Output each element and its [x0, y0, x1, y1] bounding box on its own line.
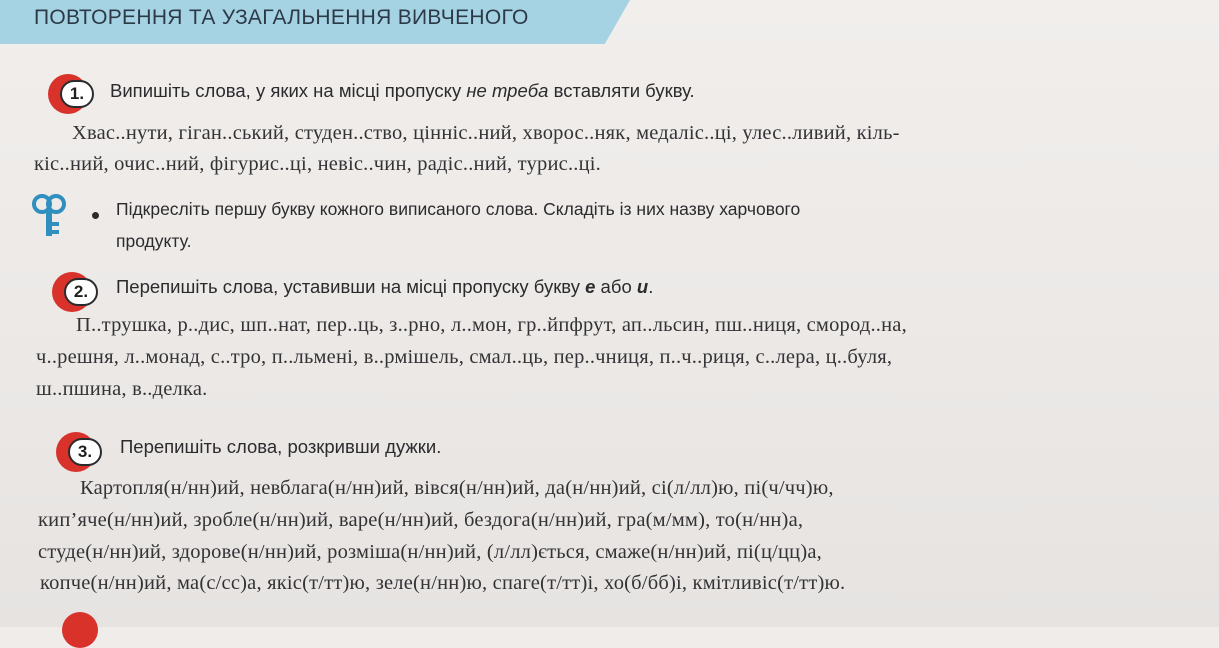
bullet-dot: [92, 212, 99, 219]
instruction-text: Перепишіть слова, уставивши на місці пропуску букву: [116, 276, 586, 297]
exercise-3-line-1: Картопля(н/нн)ий, невблага(н/нн)ий, вівся(н/нн)ий, да(н/нн)ий, сі(л/лл)ю, пі(ч/чч)ю,: [80, 477, 834, 499]
exercise-1-line-1: Хвас..нути, гіган..ський, студен..ство, цінніс..ний, хворос..няк, медаліс..ці, улес..ливий, кіль-: [72, 122, 900, 144]
exercise-1-bullet-line-2: продукту.: [116, 231, 192, 251]
exercise-1-bullet-line-1: Підкресліть першу букву кожного виписаного слова. Складіть із них назву харчового: [116, 199, 801, 219]
exercise-3-line-4: копче(н/нн)ий, ма(с/сс)а, якіс(т/тт)ю, зеле(н/нн)ю, спаге(т/тт)і, хо(б/бб)і, кмітливіс(т/тт)ю.: [40, 572, 846, 594]
exercise-2-number: 2.: [64, 278, 98, 306]
exercise-2-line-1: П..трушка, р..дис, шп..нат, пер..ць, з..рно, л..мон, гр..йпфрут, ап..льсин, пш..ниця, смород..на,: [76, 314, 907, 336]
exercise-2-instruction: [116, 276, 653, 298]
exercise-2-line-2: ч..решня, л..монад, с..тро, п..льмені, в..рмішель, смал..ць, пер..чниця, п..ч..риця, с..лера, ц..буля,: [36, 346, 893, 368]
next-exercise-badge-partial: [62, 612, 98, 648]
exercise-3-badge: [56, 432, 102, 468]
exercise-3-number: 3.: [68, 438, 102, 466]
exercise-2-badge: [52, 272, 98, 308]
exercise-1-line-2: кіс..ний, очис..ний, фігурис..ці, невіс..чин, радіс..ний, турис..ці.: [34, 153, 601, 175]
instruction-text: Випишіть слова, у яких на місці пропуску: [110, 80, 467, 101]
key-icon: [30, 192, 68, 240]
exercise-1-instruction: [110, 80, 695, 102]
section-title: ПОВТОРЕННЯ ТА УЗАГАЛЬНЕННЯ ВИВЧЕНОГО: [34, 6, 529, 29]
letter-e: е: [585, 276, 596, 297]
exercise-1-badge: [48, 74, 94, 110]
letter-y: и: [636, 276, 649, 297]
exercise-1-number: 1.: [60, 80, 94, 108]
exercise-3-line-3: студе(н/нн)ий, здорове(н/нн)ий, розміша(н/нн)ий, (л/лл)ється, смаже(н/нн)ий, пі(ц/цц)а,: [38, 541, 823, 563]
instruction-text-end: вставляти букву.: [548, 80, 695, 101]
or-word: або: [595, 276, 637, 297]
instruction-emphasis: не треба: [466, 80, 549, 101]
exercise-3-line-2: кип’яче(н/нн)ий, зробле(н/нн)ий, варе(н/нн)ий, бездога(н/нн)ий, гра(м/мм), то(н/нн)а,: [38, 509, 804, 531]
instruction-text-end: .: [648, 276, 654, 297]
exercise-2-line-3: ш..пшина, в..делка.: [36, 378, 208, 400]
exercise-3-instruction: Перепишіть слова, розкривши дужки.: [120, 436, 442, 457]
